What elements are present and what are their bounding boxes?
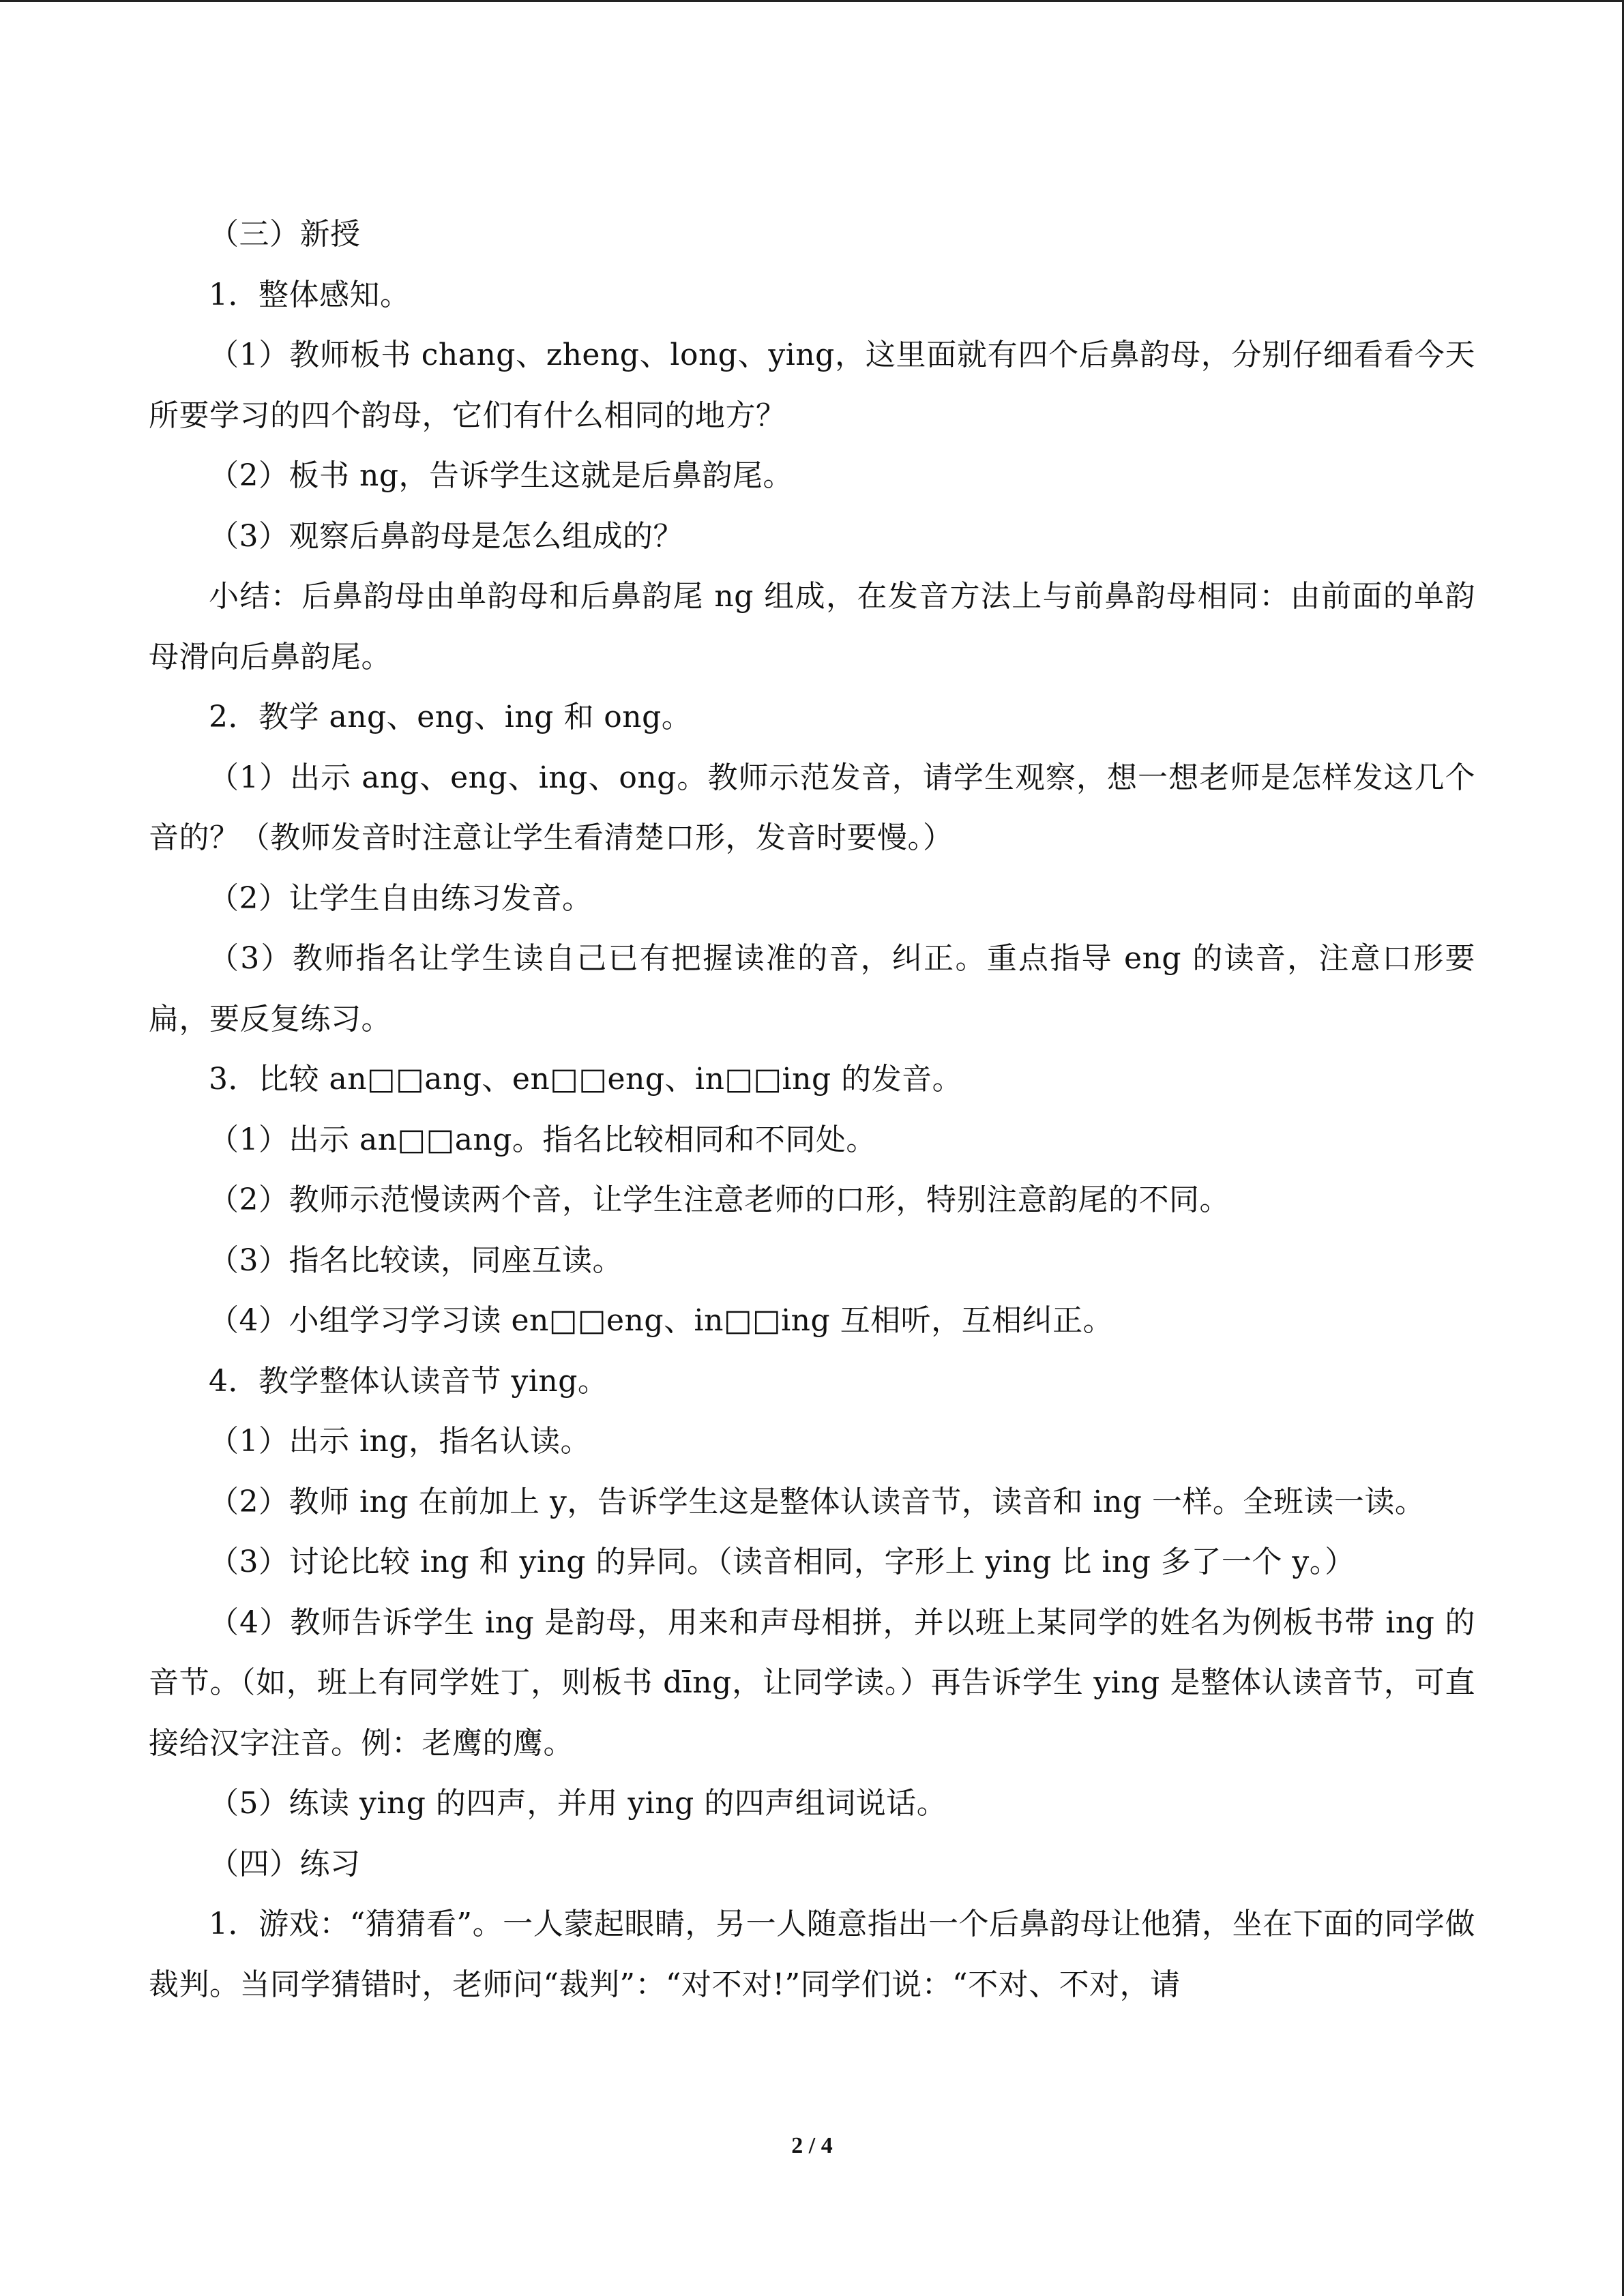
step-heading: 2．教学 ang、eng、ing 和 ong。 xyxy=(209,700,692,734)
section-heading-new-lesson: （三）新授 xyxy=(209,217,361,252)
body-paragraph: （2）教师 ing 在前加上 y，告诉学生这是整体认读音节，读音和 ing 一样。全班读一读。 xyxy=(209,1484,1426,1519)
body-paragraph: （2）教师示范慢读两个音，让学生注意老师的口形，特别注意韵尾的不同。 xyxy=(209,1182,1230,1217)
body-paragraph: 1．游戏：“猜猜看”。一人蒙起眼睛，另一人随意指出一个后鼻韵母让他猜，坐在下面的同学做裁判。当同学猜错时，老师问“裁判”：“对不对!”同学们说：“不对、不对，请 xyxy=(149,1907,1475,2002)
body-paragraph: （4）小组学习学习读 en□□eng、in□□ing 互相听，互相纠正。 xyxy=(209,1303,1114,1338)
step-heading: 1．整体感知。 xyxy=(209,277,411,312)
body-paragraph: （3）教师指名让学生读自己已有把握读准的音，纠正。重点指导 eng 的读音，注意口形要扁，要反复练习。 xyxy=(149,941,1475,1037)
step-heading: 3．比较 an□□ang、en□□eng、in□□ing 的发音。 xyxy=(209,1062,963,1097)
body-paragraph: （3）讨论比较 ing 和 ying 的异同。（读音相同，字形上 ying 比 ing 多了一个 y。） xyxy=(209,1545,1355,1579)
body-paragraph: （3）观察后鼻韵母是怎么组成的？ xyxy=(209,518,683,554)
body-paragraph: （1）出示 ing，指名认读。 xyxy=(209,1424,591,1459)
body-paragraph: （1）出示 an□□ang。指名比较相同和不同处。 xyxy=(209,1122,876,1157)
document-body xyxy=(149,205,1475,2015)
body-paragraph: （2）板书 ng，告诉学生这就是后鼻韵尾。 xyxy=(209,458,793,493)
page-number: 2 / 4 xyxy=(791,2133,833,2158)
top-border-line xyxy=(0,0,1624,2)
summary-paragraph: 小结：后鼻韵母由单韵母和后鼻韵尾 ng 组成，在发音方法上与前鼻韵母相同：由前面的单韵母滑向后鼻韵尾。 xyxy=(149,579,1475,674)
body-paragraph: （1）出示 ang、eng、ing、ong。教师示范发音，请学生观察，想一想老师是怎样发这几个音的？（教师发音时注意让学生看清楚口形，发音时要慢。） xyxy=(149,760,1475,855)
body-paragraph: （5）练读 ying 的四声，并用 ying 的四声组词说话。 xyxy=(209,1786,947,1821)
body-paragraph: （3）指名比较读，同座互读。 xyxy=(209,1242,623,1278)
body-paragraph: （1）教师板书 chang、zheng、long、ying，这里面就有四个后鼻韵母，分别仔细看看今天所要学习的四个韵母，它们有什么相同的地方？ xyxy=(149,338,1475,433)
step-heading: 4．教学整体认读音节 ying。 xyxy=(209,1363,608,1399)
body-paragraph: （4）教师告诉学生 ing 是韵母，用来和声母相拼，并以班上某同学的姓名为例板书带 ing 的音节。（如，班上有同学姓丁，则板书 dīng，让同学读。）再告诉学生 ying 是整体认读音节，可直接给汉字注音。例：老鹰的鹰。 xyxy=(149,1605,1475,1761)
body-paragraph: （2）让学生自由练习发音。 xyxy=(209,880,593,916)
section-heading-practice: （四）练习 xyxy=(209,1846,361,1881)
